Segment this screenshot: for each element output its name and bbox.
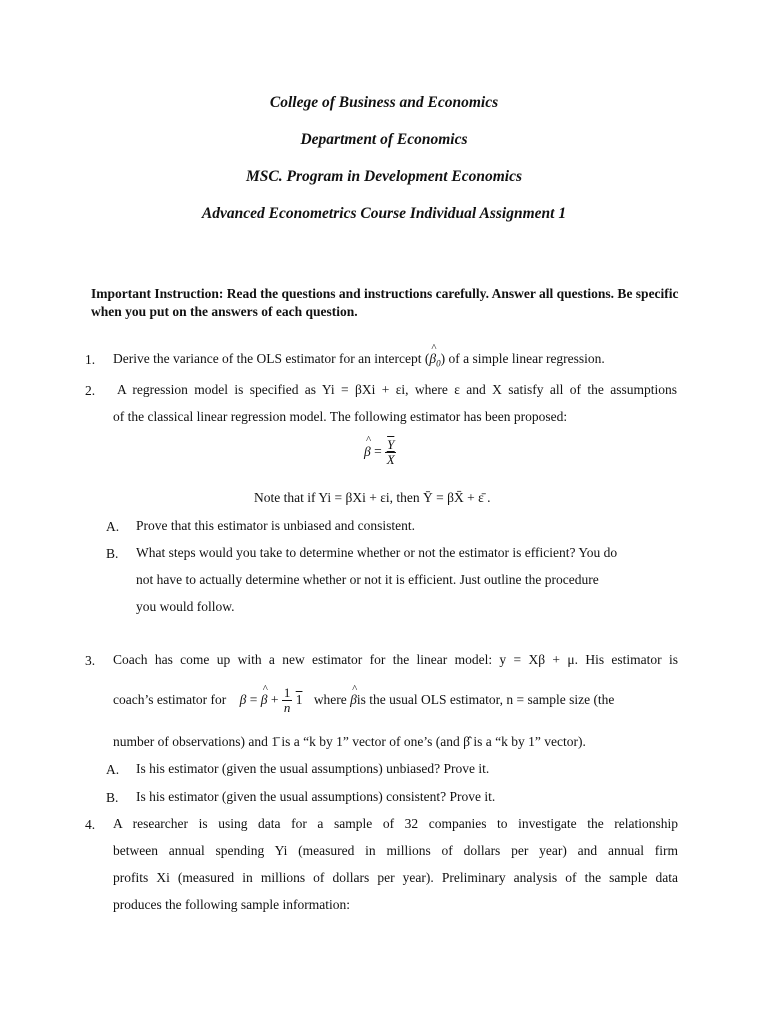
q4-line3: profits Xi (measured in millions of dollars per year). Preliminary analysis of the sample data bbox=[113, 870, 678, 885]
q3-a-text: Is his estimator (given the usual assumptions) unbiased? Prove it. bbox=[136, 761, 490, 776]
q4-number: 4. bbox=[85, 817, 96, 832]
q3-b-text: Is his estimator (given the usual assumptions) consistent? Prove it. bbox=[136, 789, 496, 804]
q1-text bbox=[113, 345, 693, 378]
q3-a-label: A. bbox=[106, 762, 120, 777]
q3-line2 bbox=[113, 686, 678, 715]
q2-a-text: Prove that this estimator is unbiased and consistent. bbox=[136, 518, 415, 533]
department-heading: Department of Economics bbox=[300, 131, 468, 148]
q2-line2: of the classical linear regression model. The following estimator has been proposed: bbox=[113, 409, 568, 424]
q3-number: 3. bbox=[85, 653, 96, 668]
college-heading: College of Business and Economics bbox=[269, 94, 499, 111]
q4-line2: between annual spending Yi (measured in millions of dollars per year) and annual firm bbox=[113, 843, 678, 858]
q4-line4: produces the following sample information: bbox=[113, 897, 350, 912]
q3-line1: Coach has come up with a new estimator for the linear model: y = Xβ + μ. His estimator is bbox=[113, 652, 678, 667]
beta0-hat-symbol: ^ $\beta_0$ bbox=[429, 345, 440, 378]
program-heading: MSC. Program in Development Economics bbox=[246, 168, 522, 185]
important-instruction: Important Instruction: Read the questions and instructions carefully. Answer all questions. Be specific when you put on the answers of each question. bbox=[91, 286, 679, 319]
q2-b-line2: not have to actually determine whether or not it is efficient. Just outline the procedure bbox=[136, 572, 599, 587]
q3-line2-mid: where bbox=[313, 692, 347, 707]
coach-estimator-formula: β = ^ β + $\frac{1}{n}$ 1 bbox=[240, 692, 306, 707]
q2-a-label: A. bbox=[106, 519, 120, 534]
q1-number: 1. bbox=[85, 352, 96, 367]
q2-b-line3: you would follow. bbox=[136, 599, 235, 614]
assignment-title: Advanced Econometrics Course Individual Assignment 1 bbox=[201, 205, 567, 222]
q2-b-line1: What steps would you take to determine whether or not the estimator is efficient? You do bbox=[136, 545, 618, 560]
q1-text-before: Derive the variance of the OLS estimator for an intercept ( bbox=[113, 351, 430, 366]
q3-line2-post: is the usual OLS estimator, n = sample size (the bbox=[356, 692, 615, 707]
q4-line1: A researcher is using data for a sample of 32 companies to investigate the relationship bbox=[113, 816, 678, 831]
q2-number: 2. bbox=[85, 383, 96, 398]
q3-b-label: B. bbox=[106, 790, 119, 805]
y-bar-over-x-bar: $\frac{\overline{Y}}{X}$ bbox=[386, 437, 395, 467]
beta-hat-symbol: ^ β bbox=[364, 444, 371, 460]
q3-line3: number of observations) and 1̄ is a “k by 1” vector of one’s (and β̂ is a “k by 1” vector). bbox=[113, 734, 586, 749]
q2-note: Note that if Yi = βXi + εi, then Ȳ = βX̄ + ε̄ . bbox=[254, 490, 491, 505]
q1-text-after: ) of a simple linear regression. bbox=[440, 351, 605, 366]
q2-estimator-formula: ^ β = $\frac{\overline{Y}}{X}$ bbox=[364, 438, 396, 467]
q3-line2-pre: coach’s estimator for bbox=[113, 692, 227, 707]
q2-b-label: B. bbox=[106, 546, 119, 561]
beta-hat-symbol-2: ^ β bbox=[350, 686, 357, 713]
q2-line1: A regression model is specified as Yi = βXi + εi, where ε and X satisfy all of the assumptions bbox=[117, 382, 677, 397]
